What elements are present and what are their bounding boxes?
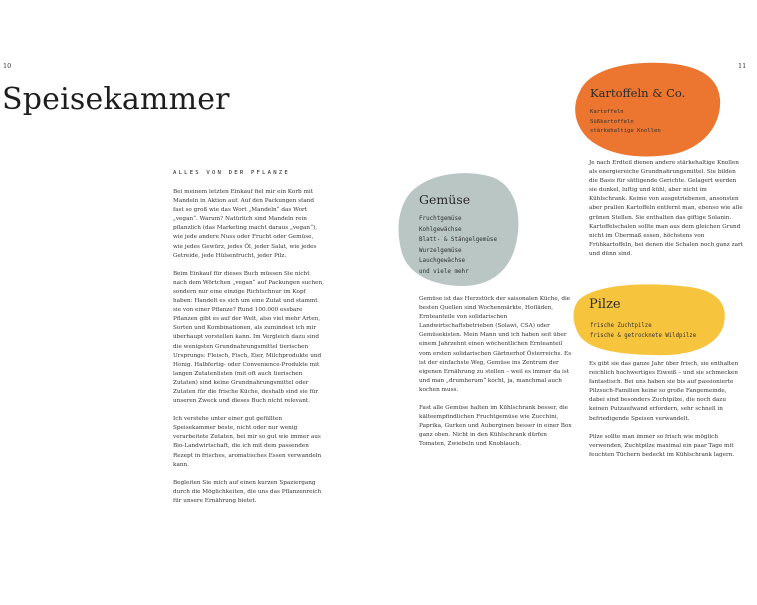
pilze-item: frische Zuchtpilze xyxy=(590,323,652,329)
pilze-blob-shape xyxy=(574,284,725,355)
kartoffeln-paragraph: Je nach Erdteil dienen andere stärkehaltige Knollen als energiereiche Grundnahrungsmittel. Sie bilden die Basis für sättigende Gerichte. Gelagert werden sie dunkel, luftig und kühl, aber nicht im Kühlschrank. Keime von ausgetriebenen, ansonsten aber prallen Kartoffeln entfernt man, ebenso wie alle grünen Stellen. Sie enthalten das giftige Solanin. Kartoffelschalen sollte man aus dem gleichen Grund nicht im Übermaß essen, höchstens von Frühkartoffeln, bei denen die Schalen noch ganz zart und dünn sind. xyxy=(589,160,743,257)
pilze-list xyxy=(590,321,696,341)
gemuese-title: Gemüse xyxy=(419,192,471,207)
kartoffeln-list xyxy=(590,108,661,137)
page-number-right: 11 xyxy=(738,62,747,70)
gemuese-item: Lauchgewächse xyxy=(419,258,466,265)
gemuese-paragraph-1: Gemüse ist das Herzstück der saisonalen Küche, die besten Quellen sind Wochenmärkte, Hofläden, Ernteanteile von solidarischen Landwirtschaftsbetrieben (Solawi, CSA) oder Gemüsekisten. Mein Mann und ich haben seit über einem Jahrzehnt einen wöchentlichen Ernteanteil vom ersten solidarischen Gärtnerhof Österreichs. Es ist der einfachste Weg, Gemüse ins Zentrum der eigenen Ernährung zu stellen – weil es immer da ist und man „drumherum“ kocht, ja, manchmal auch kochen muss. xyxy=(419,296,572,393)
gemuese-item: Wurzelgemüse xyxy=(419,247,462,254)
gemuese-item: und viele mehr xyxy=(419,268,469,275)
kartoffeln-text xyxy=(589,159,743,259)
page-number-left: 10 xyxy=(3,62,12,70)
kartoffeln-title: Kartoffeln & Co. xyxy=(590,86,686,100)
pilze-paragraph-2: Pilze sollte man immer so frisch wie möglich verwenden, Zuchtpilze maximal ein paar Tage mit feuchten Tüchern bedeckt im Kühlschrank lagern. xyxy=(589,433,735,458)
kartoffeln-item: stärkehaltige Knollen xyxy=(590,128,661,135)
gemuese-item: Kohlgewächse xyxy=(419,226,462,233)
page-title: Speisekammer xyxy=(2,82,230,117)
kartoffeln-item: Süßkartoffeln xyxy=(590,118,634,125)
pilze-item: frische & getrocknete Wildpilze xyxy=(590,333,697,339)
gemuese-text xyxy=(419,295,575,450)
gemuese-paragraph-2: Fast alle Gemüse halten im Kühlschrank besser, die kälteempfindlichen Fruchtgemüse wie Zucchini, Paprika, Gurken und Auberginen besser in einer Box ganz oben. Nicht in den Kühlschrank dürfen Tomaten, Zwiebeln und Knoblauch. xyxy=(419,405,572,448)
intro-paragraph-2: Beim Einkauf für dieses Buch müssen Sie nicht nach dem Wörtchen „vegan“ auf Packungen suchen, sondern nur eine einzige Richtschnur im Kopf haben: Handelt es sich um eine Zutat und stammt sie von einer Pflanze? Rund 100.000 essbare Pflanzen gibt es auf der Welt, also viel mehr Arten, Sorten und Kombinationen, als zumindest ich mir überhaupt vorstellen kann. Im Vergleich dazu sind die wenigsten Grundnahrungsmittel tierischen Ursprungs: Fleisch, Fisch, Eier, Milchprodukte und Honig. Halbfertig- oder Convenience-Produkte mit langen Zutatenlisten (mit oft auch tierischen Zutaten) sind keine Grundnahrungsmittel oder Zutaten für die frische Küche, deshalb sind sie für unseren Zweck und dieses Buch nicht relevant. xyxy=(173,270,324,405)
pilze-title: Pilze xyxy=(589,297,621,312)
section-subhead: ALLES VON DER PFLANZE xyxy=(173,170,290,176)
kartoffeln-item: Kartoffeln xyxy=(590,109,624,115)
left-column xyxy=(173,170,325,506)
gemuese-item: Fruchtgemüse xyxy=(419,216,462,222)
gemuese-list xyxy=(419,214,497,278)
intro-paragraph-3: Ich verstehe unter einer gut gefüllten Speisekammer beste, nicht oder nur wenig verarbeitete Zutaten, bei mir so gut wie immer aus Bio-Landwirtschaft, die ich mit dem passenden Rezept in frisches, aromatisches Essen verwandeln kann. xyxy=(173,416,322,468)
intro-paragraph-4: Begleiten Sie mich auf einen kurzen Spaziergang durch die Möglichkeiten, die uns das Pflanzenreich für unsere Ernährung bietet. xyxy=(173,479,322,504)
pilze-paragraph-1: Es gibt sie das ganze Jahr über frisch, sie enthalten reichlich hochwertiges Eiweiß – und sie schmecken fantastisch. Bei uns haben sie bis auf passionierte Pilzsuch-Familien keine so große Fangemeinde, dabei sind besonders Zuchtpilze, die noch dazu keinen Putzaufwand erfordern, sehr schnell in befriedigende Speisen verwandelt. xyxy=(589,361,739,422)
gemuese-item: Blatt- & Stängelgemüse xyxy=(419,237,498,244)
intro-paragraph-1: Bei meinem letzten Einkauf fiel mir ein Korb mit Mandeln in Aktion auf. Auf den Packungen stand fast so groß wie das Wort „Mandeln“ das Wort „vegan“. Warum? Natürlich sind Mandeln rein pflanzlich (das Marketing macht daraus „vegan“), wie jede andere Nuss oder Frucht oder Gemüse, wie jedes Gewürz, jedes Öl, jeder Salat, wie jedes Getreide, jede Hülsenfrucht, jeder Pilz. xyxy=(173,189,318,259)
pilze-blob xyxy=(572,283,728,357)
pilze-text xyxy=(589,360,743,460)
